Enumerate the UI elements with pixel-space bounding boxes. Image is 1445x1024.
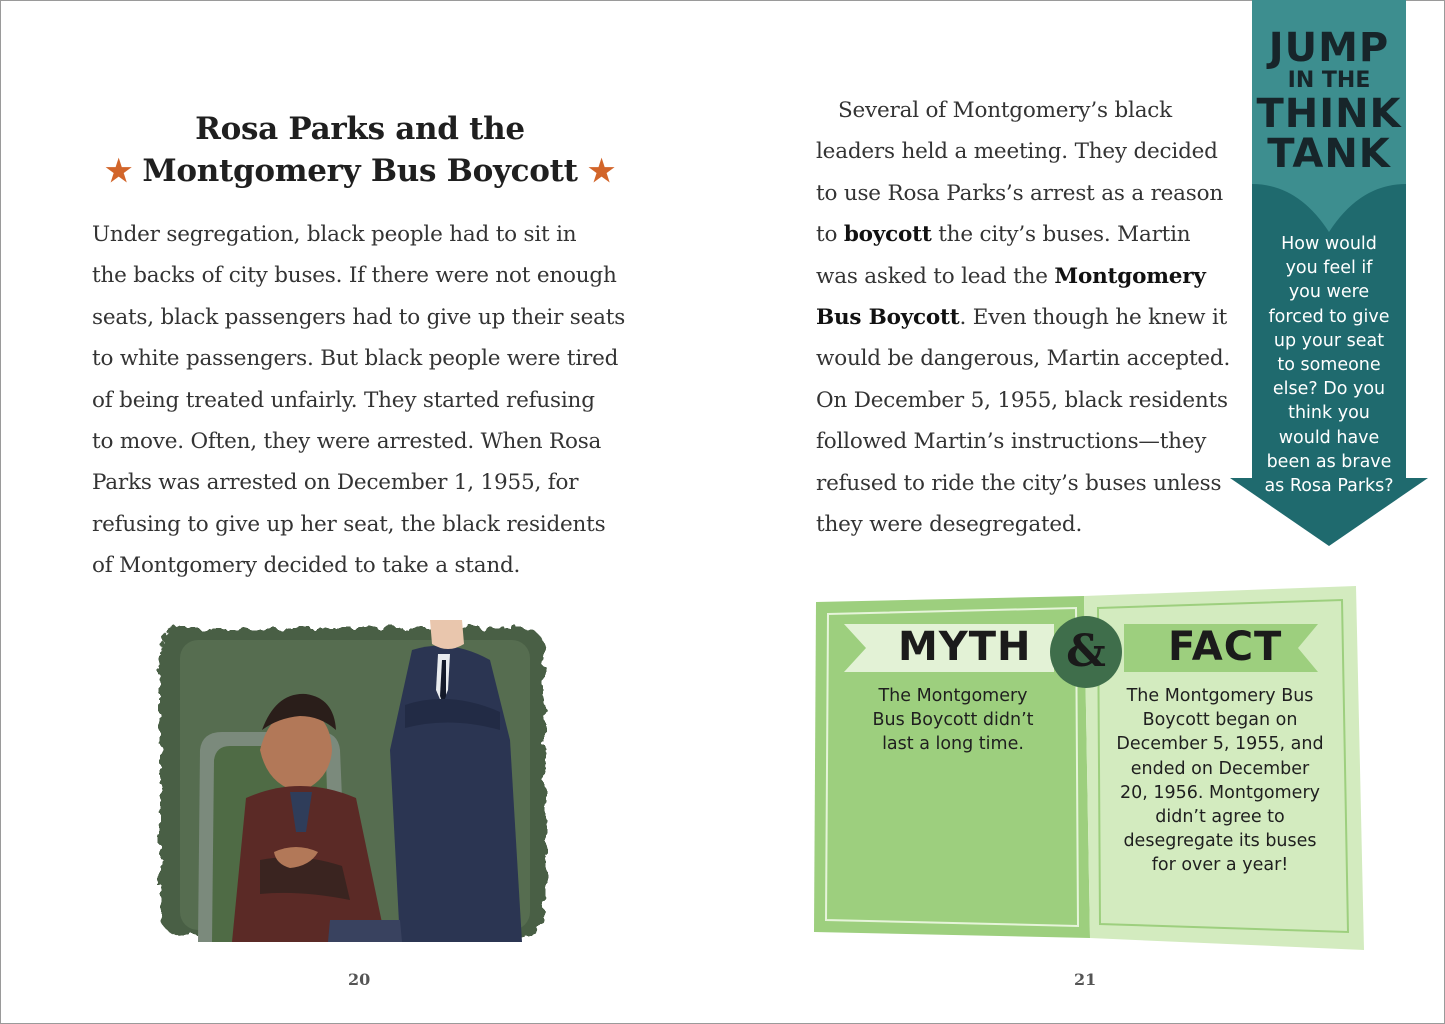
question-line: you feel if xyxy=(1285,258,1373,279)
star-icon: ★ xyxy=(588,154,615,189)
body-line: of Montgomery decided to take a stand. xyxy=(92,553,521,579)
body-line: refusing to give up her seat, the black residents xyxy=(92,511,606,537)
question-line: you were xyxy=(1288,282,1370,303)
body-line: followed Martin’s instructions—they xyxy=(816,429,1207,455)
body-line: refused to ride the city’s buses unless xyxy=(816,470,1222,496)
question-line: How would xyxy=(1281,234,1377,254)
left-body-text xyxy=(92,214,625,587)
fact-line: December 5, 1955, and xyxy=(1116,734,1324,755)
think-tank-question xyxy=(1256,232,1402,498)
fact-label: FACT xyxy=(1168,624,1283,670)
right-body-text xyxy=(816,90,1230,545)
question-line: to someone xyxy=(1277,355,1381,376)
myth-text xyxy=(846,684,1060,757)
fact-line: for over a year! xyxy=(1151,855,1289,876)
body-line: Under segregation, black people had to sit in xyxy=(92,222,577,247)
think-tank-word-tank: TANK xyxy=(1267,131,1391,177)
term-bus-boycott: Bus Boycott xyxy=(816,305,960,331)
star-icon: ★ xyxy=(105,154,132,189)
myth-line: last a long time. xyxy=(882,734,1024,755)
think-tank-title xyxy=(1252,25,1406,177)
body-line: they were desegregated. xyxy=(816,512,1083,538)
body-line: leaders held a meeting. They decided xyxy=(816,139,1218,165)
rosa-parks-illustration xyxy=(150,620,555,942)
fact-line: didn’t agree to xyxy=(1155,807,1285,828)
question-line: been as brave xyxy=(1266,451,1392,472)
question-line: think you xyxy=(1288,403,1370,424)
body-line: the backs of city buses. If there were not enough xyxy=(92,263,617,289)
body-line xyxy=(816,214,1230,255)
fact-line: Boycott began on xyxy=(1142,710,1298,731)
title-line-2 xyxy=(100,150,620,193)
fact-line: 20, 1956. Montgomery xyxy=(1120,782,1320,803)
question-line: would have xyxy=(1278,427,1380,448)
ampersand-badge: & xyxy=(1050,616,1122,688)
body-text-segment: . Even though he knew it xyxy=(959,305,1228,331)
question-line: as Rosa Parks? xyxy=(1264,476,1394,497)
think-tank-word-think: THINK xyxy=(1256,91,1402,137)
title-line-2-text: Montgomery Bus Boycott xyxy=(142,153,578,189)
think-tank-word-in-the: IN THE xyxy=(1287,68,1371,93)
body-line: seats, black passengers had to give up their seats xyxy=(92,304,626,330)
body-line: On December 5, 1955, black residents xyxy=(816,387,1228,413)
page-number-left: 20 xyxy=(348,970,371,989)
think-tank-word-jump: JUMP xyxy=(1268,25,1390,71)
myth-line: Bus Boycott didn’t xyxy=(872,710,1034,731)
body-line: would be dangerous, Martin accepted. xyxy=(816,346,1231,372)
question-line: else? Do you xyxy=(1272,379,1386,400)
body-line: to move. Often, they were arrested. When Rosa xyxy=(92,429,602,455)
body-text-segment: was asked to lead the xyxy=(816,263,1055,289)
myth-line: The Montgomery xyxy=(878,686,1028,706)
fact-line: desegregate its buses xyxy=(1123,831,1317,852)
body-line xyxy=(816,256,1230,297)
fact-text xyxy=(1106,684,1334,878)
fact-line: ended on December xyxy=(1130,758,1310,779)
title-line-1: Rosa Parks and the xyxy=(195,111,525,147)
body-line: to white passengers. But black people were tired xyxy=(92,346,619,372)
body-line: Several of Montgomery’s black xyxy=(838,98,1172,123)
page-number-right: 21 xyxy=(1074,970,1097,989)
body-line: of being treated unfairly. They started refusing xyxy=(92,387,595,413)
body-line: Parks was arrested on December 1, 1955, for xyxy=(92,470,579,496)
body-text-segment: the city’s buses. Martin xyxy=(931,222,1191,248)
fact-line: The Montgomery Bus xyxy=(1126,686,1314,706)
page-title xyxy=(100,108,620,193)
body-line: to use Rosa Parks’s arrest as a reason xyxy=(816,180,1224,206)
body-text-segment: to xyxy=(816,222,844,248)
myth-label: MYTH xyxy=(898,624,1032,670)
term-boycott: boycott xyxy=(843,222,932,248)
question-line: forced to give xyxy=(1268,306,1390,327)
body-line xyxy=(816,297,1230,338)
question-line: up your seat xyxy=(1273,330,1385,351)
term-montgomery: Montgomery xyxy=(1054,263,1206,289)
